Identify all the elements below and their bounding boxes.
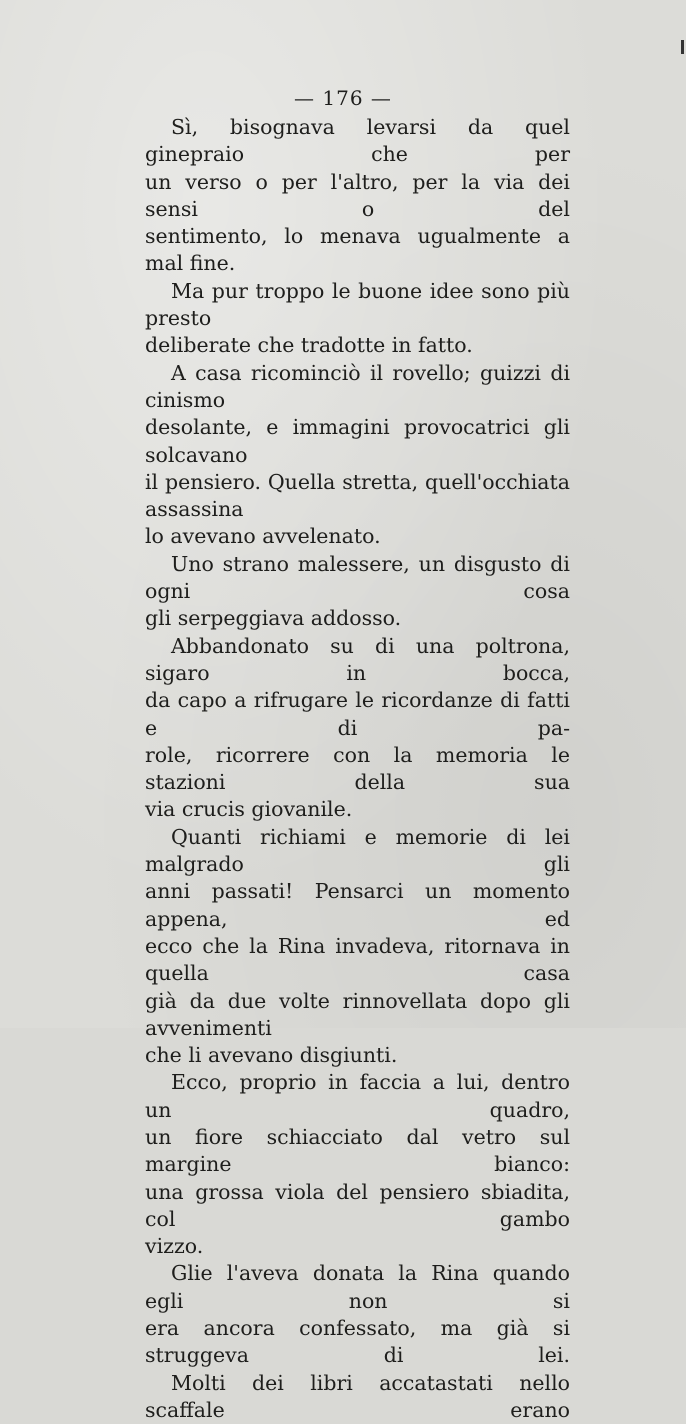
text-line: Quanti richiami e memorie di lei malgrado gli bbox=[145, 824, 570, 877]
paragraph-continuation bbox=[145, 169, 570, 224]
text-line: desolante, e immagini provocatrici gli solcavano bbox=[145, 415, 570, 467]
paragraph bbox=[145, 824, 570, 879]
text-line: ecco che la Rina invadeva, ritornava in quella casa bbox=[145, 933, 570, 986]
page-number: — 176 — bbox=[294, 86, 392, 110]
text-line: da capo a rifrugare le ricordanze di fatti e di pa- bbox=[145, 688, 570, 740]
text-line: Sì, bisognava levarsi da quel ginepraio che per bbox=[145, 115, 570, 167]
text-line: Ma pur troppo le buone idee sono più presto bbox=[145, 278, 570, 331]
text-line: sentimento, lo menava ugualmente a mal fine. bbox=[145, 224, 570, 276]
paragraph-continuation bbox=[145, 332, 570, 359]
paragraph bbox=[145, 633, 570, 688]
paragraph bbox=[145, 1069, 570, 1124]
paragraph bbox=[145, 551, 570, 606]
text-line: Molti dei libri accatastati nello scaffale erano bbox=[145, 1370, 570, 1422]
paragraph-continuation bbox=[145, 1315, 570, 1370]
paragraph bbox=[145, 114, 570, 169]
text-line: deliberate che tradotte in fatto. bbox=[145, 333, 473, 358]
text-line: A casa ricominciò il rovello; guizzi di cinismo bbox=[145, 360, 570, 412]
text-line: il pensiero. Quella stretta, quell'occhiata assassina bbox=[145, 469, 570, 522]
text-line: che li avevano disgiunti. bbox=[145, 1043, 398, 1068]
text-line: Ecco, proprio in faccia a lui, dentro un quadro, bbox=[145, 1070, 570, 1122]
text-line: role, ricorrere con la memoria le stazioni della sua bbox=[145, 742, 570, 795]
paragraph-continuation bbox=[145, 1233, 570, 1260]
paragraph bbox=[145, 1370, 570, 1424]
paragraph-continuation bbox=[145, 878, 570, 933]
paragraph-continuation bbox=[145, 223, 570, 278]
text-line: una grossa viola del pensiero sbiadita, col gambo bbox=[145, 1179, 570, 1231]
paragraph-continuation bbox=[145, 605, 570, 632]
text-line: lo avevano avvelenato. bbox=[145, 524, 381, 549]
text-line: un verso o per l'altro, per la via dei sensi o del bbox=[145, 169, 570, 221]
paragraph-continuation bbox=[145, 1124, 570, 1179]
paragraph-continuation bbox=[145, 796, 570, 823]
paragraph-continuation bbox=[145, 742, 570, 797]
paragraph-continuation bbox=[145, 687, 570, 742]
paragraph bbox=[145, 278, 570, 333]
text-line: già da due volte rinnovellata dopo gli avvenimenti bbox=[145, 988, 570, 1040]
text-line: era ancora confessato, ma già si struggeva di lei. bbox=[145, 1316, 570, 1368]
paragraph bbox=[145, 360, 570, 415]
paragraph-continuation bbox=[145, 469, 570, 524]
text-line: Uno strano malessere, un disgusto di ogni cosa bbox=[145, 551, 570, 604]
scan-edge-mark bbox=[681, 40, 684, 54]
paragraph-continuation bbox=[145, 1179, 570, 1234]
text-line: un fiore schiacciato dal vetro sul margine bianco: bbox=[145, 1124, 570, 1177]
paragraph-continuation bbox=[145, 523, 570, 550]
paragraph bbox=[145, 1260, 570, 1315]
text-line: Glie l'aveva donata la Rina quando egli non si bbox=[145, 1261, 570, 1313]
text-line: anni passati! Pensarci un momento appena, ed bbox=[145, 879, 570, 931]
body-text bbox=[145, 114, 570, 1424]
text-line: via crucis giovanile. bbox=[145, 797, 353, 822]
text-line: Abbandonato su di una poltrona, sigaro in bocca, bbox=[145, 633, 570, 685]
text-line: gli serpeggiava addosso. bbox=[145, 606, 402, 631]
paragraph-continuation bbox=[145, 933, 570, 988]
paragraph-continuation bbox=[145, 988, 570, 1043]
paragraph-continuation bbox=[145, 414, 570, 469]
paragraph-continuation bbox=[145, 1042, 570, 1069]
text-line: vizzo. bbox=[145, 1234, 204, 1259]
